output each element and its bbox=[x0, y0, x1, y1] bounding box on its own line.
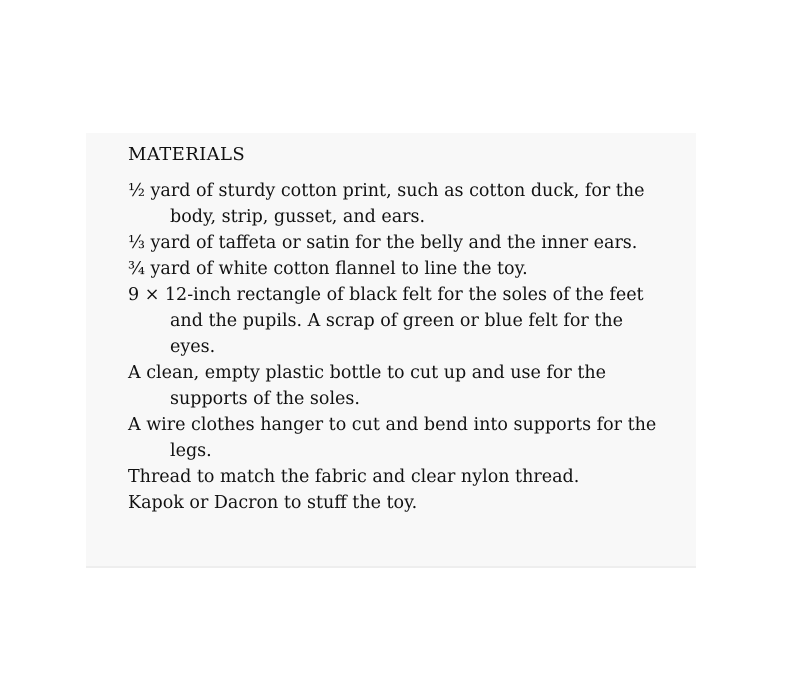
material-item: ¾ yard of white cotton flannel to line the toy. bbox=[128, 259, 528, 279]
materials-section bbox=[128, 142, 668, 516]
material-item: A clean, empty plastic bottle to cut up and use for the supports of the soles. bbox=[128, 363, 607, 409]
material-item: Kapok or Dacron to stuff the toy. bbox=[128, 493, 418, 513]
materials-heading: MATERIALS bbox=[128, 144, 246, 165]
material-item: ⅓ yard of taffeta or satin for the belly and the inner ears. bbox=[128, 233, 638, 253]
material-item: ½ yard of sturdy cotton print, such as cotton duck, for the body, strip, gusset, and ears. bbox=[128, 181, 645, 227]
material-item: Thread to match the fabric and clear nylon thread. bbox=[128, 467, 580, 487]
materials-list bbox=[128, 178, 668, 516]
material-item: 9 × 12-inch rectangle of black felt for the soles of the feet and the pupils. A scrap of green or blue felt for the eyes. bbox=[128, 285, 644, 357]
material-item: A wire clothes hanger to cut and bend into supports for the legs. bbox=[128, 415, 657, 461]
panel-divider bbox=[86, 566, 696, 568]
